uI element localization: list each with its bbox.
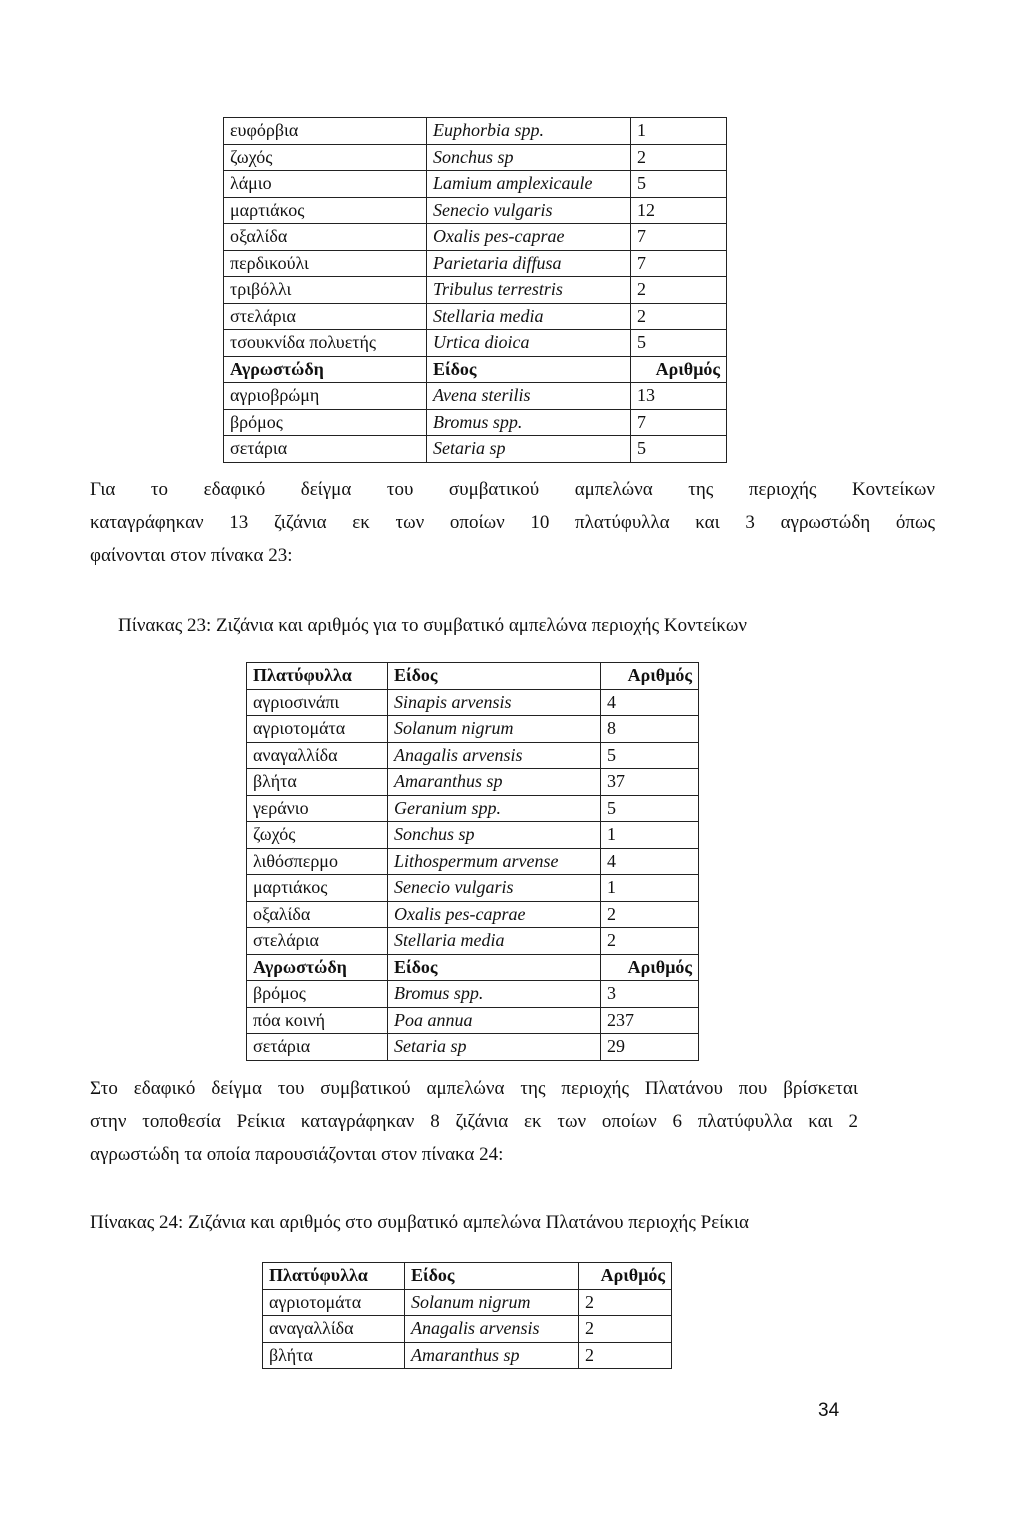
- common-name-cell: Αγρωστώδη: [224, 356, 427, 383]
- scientific-name-cell: Lamium amplexicaule: [427, 171, 631, 198]
- count-cell: 4: [601, 848, 699, 875]
- common-name-cell: σετάρια: [224, 436, 427, 463]
- table-header-row: [247, 663, 699, 690]
- table-row: [263, 1342, 672, 1369]
- scientific-name-cell: Oxalis pes-caprae: [388, 901, 601, 928]
- common-name-cell: στελάρια: [247, 928, 388, 955]
- scientific-name-cell: Lithospermum arvense: [388, 848, 601, 875]
- table-23-caption: Πίνακας 23: Ζιζάνια και αριθμός για το συμβατικό αμπελώνα περιοχής Κοντείκων: [118, 615, 747, 636]
- table-row: [247, 742, 699, 769]
- common-name-cell: ευφόρβια: [224, 118, 427, 145]
- common-name-cell: Αγρωστώδη: [247, 954, 388, 981]
- table-row: [224, 144, 727, 171]
- scientific-name-cell: Euphorbia spp.: [427, 118, 631, 145]
- scientific-name-cell: Amaranthus sp: [405, 1342, 579, 1369]
- table-row: [247, 716, 699, 743]
- count-cell: Αριθμός: [579, 1263, 672, 1290]
- scientific-name-cell: Amaranthus sp: [388, 769, 601, 796]
- table-row: [247, 848, 699, 875]
- scientific-name-cell: Bromus spp.: [388, 981, 601, 1008]
- count-cell: 2: [631, 144, 727, 171]
- page-number: 34: [818, 1400, 840, 1421]
- scientific-name-cell: Setaria sp: [388, 1034, 601, 1061]
- count-cell: 3: [601, 981, 699, 1008]
- scientific-name-cell: Sinapis arvensis: [388, 689, 601, 716]
- count-cell: 4: [601, 689, 699, 716]
- count-cell: 2: [579, 1316, 672, 1343]
- table-row: [247, 875, 699, 902]
- common-name-cell: μαρτιάκος: [247, 875, 388, 902]
- count-cell: 5: [631, 171, 727, 198]
- table-row: [224, 171, 727, 198]
- common-name-cell: σετάρια: [247, 1034, 388, 1061]
- common-name-cell: οξαλίδα: [247, 901, 388, 928]
- scientific-name-cell: Stellaria media: [427, 303, 631, 330]
- common-name-cell: αγριοσινάπι: [247, 689, 388, 716]
- common-name-cell: μαρτιάκος: [224, 197, 427, 224]
- count-cell: 2: [601, 901, 699, 928]
- table-row: [224, 250, 727, 277]
- paragraph-platanou-intro: [90, 1072, 858, 1171]
- common-name-cell: οξαλίδα: [224, 224, 427, 251]
- common-name-cell: περδικούλι: [224, 250, 427, 277]
- common-name-cell: λιθόσπερμο: [247, 848, 388, 875]
- count-cell: 5: [631, 330, 727, 357]
- count-cell: 2: [579, 1342, 672, 1369]
- common-name-cell: Πλατύφυλλα: [247, 663, 388, 690]
- paragraph-line: Στο εδαφικό δείγμα του συμβατικού αμπελώνα της περιοχής Πλατάνου που βρίσκεται: [90, 1078, 858, 1099]
- common-name-cell: στελάρια: [224, 303, 427, 330]
- scientific-name-cell: Parietaria diffusa: [427, 250, 631, 277]
- table-row: [247, 981, 699, 1008]
- common-name-cell: βρόμος: [247, 981, 388, 1008]
- common-name-cell: ζωχός: [247, 822, 388, 849]
- scientific-name-cell: Poa annua: [388, 1007, 601, 1034]
- common-name-cell: αναγαλλίδα: [263, 1316, 405, 1343]
- count-cell: 7: [631, 224, 727, 251]
- count-cell: 5: [601, 795, 699, 822]
- scientific-name-cell: Senecio vulgaris: [427, 197, 631, 224]
- table-row: [247, 822, 699, 849]
- count-cell: 29: [601, 1034, 699, 1061]
- scientific-name-cell: Tribulus terrestris: [427, 277, 631, 304]
- scientific-name-cell: Setaria sp: [427, 436, 631, 463]
- common-name-cell: βλήτα: [247, 769, 388, 796]
- table-row: [247, 689, 699, 716]
- common-name-cell: λάμιο: [224, 171, 427, 198]
- scientific-name-cell: Είδος: [427, 356, 631, 383]
- scientific-name-cell: Urtica dioica: [427, 330, 631, 357]
- common-name-cell: Πλατύφυλλα: [263, 1263, 405, 1290]
- count-cell: 8: [601, 716, 699, 743]
- common-name-cell: αναγαλλίδα: [247, 742, 388, 769]
- table-row: [247, 795, 699, 822]
- paragraph-line: φαίνονται στον πίνακα 23:: [90, 545, 293, 566]
- table-row: [224, 409, 727, 436]
- table-row: [224, 224, 727, 251]
- scientific-name-cell: Bromus spp.: [427, 409, 631, 436]
- count-cell: 5: [631, 436, 727, 463]
- scientific-name-cell: Είδος: [388, 663, 601, 690]
- count-cell: 7: [631, 409, 727, 436]
- count-cell: 1: [631, 118, 727, 145]
- scientific-name-cell: Stellaria media: [388, 928, 601, 955]
- scientific-name-cell: Geranium spp.: [388, 795, 601, 822]
- count-cell: 37: [601, 769, 699, 796]
- common-name-cell: αγριοτομάτα: [263, 1289, 405, 1316]
- common-name-cell: τσουκνίδα πολυετής: [224, 330, 427, 357]
- count-cell: Αριθμός: [631, 356, 727, 383]
- paragraph-line: αγρωστώδη τα οποία παρουσιάζονται στον πίνακα 24:: [90, 1144, 504, 1165]
- table-row: [263, 1316, 672, 1343]
- count-cell: Αριθμός: [601, 663, 699, 690]
- table-24-caption: Πίνακας 24: Ζιζάνια και αριθμός στο συμβατικό αμπελώνα Πλατάνου περιοχής Ρείκια: [90, 1212, 749, 1233]
- paragraph-line: στην τοποθεσία Ρείκια καταγράφηκαν 8 ζιζάνια εκ των οποίων 6 πλατύφυλλα και 2: [90, 1111, 858, 1132]
- scientific-name-cell: Oxalis pes-caprae: [427, 224, 631, 251]
- count-cell: 2: [601, 928, 699, 955]
- count-cell: 7: [631, 250, 727, 277]
- scientific-name-cell: Sonchus sp: [388, 822, 601, 849]
- count-cell: 12: [631, 197, 727, 224]
- table-row: [224, 383, 727, 410]
- table-row: [247, 769, 699, 796]
- common-name-cell: βρόμος: [224, 409, 427, 436]
- common-name-cell: τριβόλλι: [224, 277, 427, 304]
- common-name-cell: βλήτα: [263, 1342, 405, 1369]
- count-cell: 237: [601, 1007, 699, 1034]
- count-cell: 13: [631, 383, 727, 410]
- table-row: [247, 1007, 699, 1034]
- common-name-cell: αγριοτομάτα: [247, 716, 388, 743]
- common-name-cell: πόα κοινή: [247, 1007, 388, 1034]
- table-header-row: [247, 954, 699, 981]
- table-24-platanou-weeds: [262, 1262, 672, 1369]
- table-header-row: [263, 1263, 672, 1290]
- common-name-cell: ζωχός: [224, 144, 427, 171]
- scientific-name-cell: Είδος: [405, 1263, 579, 1290]
- table-header-row: [224, 356, 727, 383]
- scientific-name-cell: Solanum nigrum: [405, 1289, 579, 1316]
- scientific-name-cell: Senecio vulgaris: [388, 875, 601, 902]
- scientific-name-cell: Anagalis arvensis: [388, 742, 601, 769]
- count-cell: 5: [601, 742, 699, 769]
- scientific-name-cell: Sonchus sp: [427, 144, 631, 171]
- paragraph-kontikon-intro: [90, 473, 935, 572]
- common-name-cell: αγριοβρώμη: [224, 383, 427, 410]
- table-row: [224, 436, 727, 463]
- table-row: [224, 303, 727, 330]
- table-row: [224, 197, 727, 224]
- paragraph-line: καταγράφηκαν 13 ζιζάνια εκ των οποίων 10 πλατύφυλλα και 3 αγρωστώδη όπως: [90, 512, 935, 533]
- count-cell: Αριθμός: [601, 954, 699, 981]
- table-row: [247, 1034, 699, 1061]
- scientific-name-cell: Είδος: [388, 954, 601, 981]
- count-cell: 2: [579, 1289, 672, 1316]
- count-cell: 1: [601, 822, 699, 849]
- count-cell: 2: [631, 277, 727, 304]
- paragraph-line: Για το εδαφικό δείγμα του συμβατικού αμπελώνα της περιοχής Κοντείκων: [90, 479, 935, 500]
- table-23-kontikon-weeds: [246, 662, 699, 1061]
- common-name-cell: γεράνιο: [247, 795, 388, 822]
- table-row: [263, 1289, 672, 1316]
- table-row: [247, 901, 699, 928]
- table-row: [224, 330, 727, 357]
- scientific-name-cell: Avena sterilis: [427, 383, 631, 410]
- weeds-table-continued: [223, 117, 727, 463]
- table-row: [247, 928, 699, 955]
- table-row: [224, 277, 727, 304]
- count-cell: 1: [601, 875, 699, 902]
- scientific-name-cell: Solanum nigrum: [388, 716, 601, 743]
- table-row: [224, 118, 727, 145]
- scientific-name-cell: Anagalis arvensis: [405, 1316, 579, 1343]
- count-cell: 2: [631, 303, 727, 330]
